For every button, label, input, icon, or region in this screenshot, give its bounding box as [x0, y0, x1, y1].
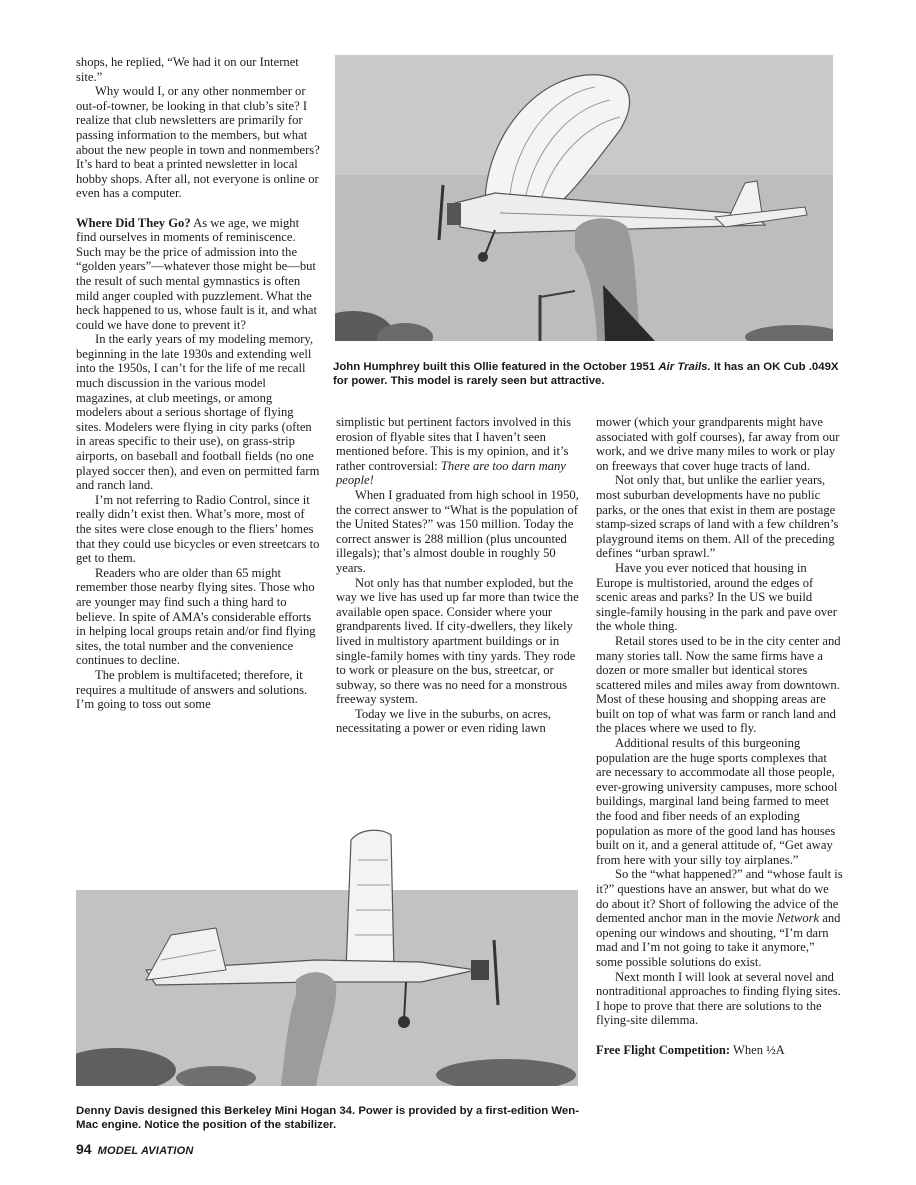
photo-mini-hogan-model: [76, 820, 578, 1086]
column-2: [336, 415, 580, 736]
ollie-caption-start: John Humphrey built this Ollie featured in the October 1951: [333, 361, 659, 373]
ollie-caption-air-trails: Air Trails.: [658, 361, 711, 373]
section-heading-where-did-they-go: Where Did They Go?: [76, 215, 191, 230]
magazine-name: MODEL AVIATION: [97, 1145, 194, 1157]
col3-paragraph-6-end: and opening our windows and shouting, “I’m darn mad and I’m not going to take it anymore,” some possible solutions do exist.: [596, 911, 841, 969]
col1-paragraph-7: The problem is multifaceted; therefore, it requires a multitude of answers and solutions. I’m going to toss out some: [76, 667, 308, 712]
ollie-caption-end: It has an OK Cub .049X for power. This model is rarely seen but attractive.: [333, 361, 839, 388]
col2-paragraph-1: [336, 415, 580, 488]
col3-paragraph-6-text: So the “what happened?” and “whose fault is it?” questions have an answer, but what do we do about it? Short of following the advice of the demented anchor man in the movie: [596, 867, 843, 926]
col3-paragraph-8-text: When ½A: [733, 1042, 785, 1057]
col1-paragraph-5: I’m not referring to Radio Control, since it really didn’t exist then. What’s more, most of the sites were close enough to the fliers’ homes that they could use bicycles or even streetcars to get to them.: [76, 492, 320, 566]
photo-ollie-caption: [333, 360, 853, 388]
page-folio: [76, 1141, 193, 1159]
ollie-photo-illustration: [335, 55, 833, 341]
col1-paragraph-6: Readers who are older than 65 might remember those nearby flying sites. Those who are younger may find such a thing hard to believe. In spite of AMA’s considerable efforts in helping local groups retain and/or find flying sites, the total number and the convenience continues to decline.: [76, 565, 316, 668]
col3-paragraph-6-network: Network: [776, 911, 820, 926]
col3-paragraph-7: Next month I will look at several novel and nontraditional approaches to finding flying sites. I hope to prove that there are solutions to the flying-site dilemma.: [596, 969, 841, 1028]
col3-paragraph-1: mower (which your grandparents might have associated with golf courses), far away from our work, and we drive many miles to work or play on freeways that cover huge tracts of land.: [596, 415, 840, 473]
column-3: [596, 415, 844, 1057]
col3-paragraph-8: [596, 1043, 844, 1058]
col3-paragraph-6: [596, 867, 844, 969]
column-1: [76, 55, 320, 712]
col1-paragraph-3-text: As we age, we might find ourselves in moments of reminiscence. Such may be the price of admission into the “golden years”—whatever those might be—but the result of such mental gymnastics is often mild anger coupled with puzzlement. What the heck happened to us, whose fault is it, and what could we have done to prevent it?: [76, 215, 317, 332]
page-number: 94: [76, 1141, 92, 1157]
photo-ollie-model: [335, 55, 833, 341]
col3-paragraph-3: Have you ever noticed that housing in Europe is multistoried, around the edges of scenic areas and parks? In the US we build single-family housing in the park and pave over the whole thing.: [596, 560, 837, 634]
col3-paragraph-5: Additional results of this burgeoning population are the huge sports complexes that are necessary to accommodate all those people, ever-growing university campuses, more school buildings, marginal land being farmed to meet the food and fiber needs of an exploding population as more of the good land has houses built on it, and a general attitude of, “Get away from here with your silly toy airplanes.”: [596, 736, 838, 867]
col2-paragraph-1-text: simplistic but pertinent factors involved in this erosion of flyable sites that I haven’t seen mentioned before. This is my opinion, and it’s rather controversial:: [336, 415, 572, 473]
section-heading-free-flight: Free Flight Competition:: [596, 1042, 731, 1057]
col2-paragraph-2: When I graduated from high school in 1950, the correct answer to “What is the population of the United States?” was 150 million. Today the correct answer is 288 million (plus uncounted illegals); that’s almost double in roughly 50 years.: [336, 487, 579, 575]
mini-hogan-photo-illustration: [76, 820, 578, 1086]
col2-paragraph-4: Today we live in the suburbs, on acres, necessitating a power or even riding lawn: [336, 706, 552, 736]
col2-paragraph-1-emphasis: There are too darn many people!: [336, 458, 566, 488]
col1-paragraph-3: [76, 216, 320, 333]
col1-paragraph-1: shops, he replied, “We had it on our Internet site.”: [76, 55, 299, 84]
col1-paragraph-2: Why would I, or any other nonmember or out-of-towner, be looking in that club’s site? I realize that club newsletters are primarily for passing information to the members, but what about the new people in town and nonmembers? It’s hard to beat a printed newsletter in local hobby shops. After all, not everyone is online or even has a computer.: [76, 84, 320, 201]
photo-mini-hogan-caption: Denny Davis designed this Berkeley Mini Hogan 34. Power is provided by a first-edition Wen-Mac engine. Notice the position of the stabilizer.: [76, 1105, 579, 1132]
col1-paragraph-4: In the early years of my modeling memory, beginning in the late 1930s and extending well into the 1950s, I can’t for the life of me recall much discussion in the various model magazines, at club meetings, or among modelers about a serious shortage of flying sites. Modelers were flying in city parks (often in areas specific to their use), on grass-strip airports, on baseball and football fields (no one played soccer then), and even on permitted farm and ranch land.: [76, 332, 320, 493]
col3-paragraph-2: Not only that, but unlike the earlier years, most suburban developments have no public parks, or the ones that exist in them are postage stamp-sized scraps of land with a few children’s playground items on them. All of the preceding defines “urban sprawl.”: [596, 473, 839, 561]
col3-paragraph-4: Retail stores used to be in the city center and many stories tall. Now the same firms have a dozen or more smaller but identical stores scattered miles and miles away from downtown. Most of these housing and shopping areas are built on top of what was farm or ranch land and the places where we used to fly.: [596, 633, 841, 736]
col2-paragraph-3: Not only has that number exploded, but the way we live has used up far more than twice the available open space. Consider where your grandparents lived. If city-dwellers, they likely lived in multistory apartment buildings or in single-family homes with tiny yards. They rode to work or pleasure on the bus, streetcar, or subway, so there was no need for a monstrous freeway system.: [336, 575, 579, 707]
